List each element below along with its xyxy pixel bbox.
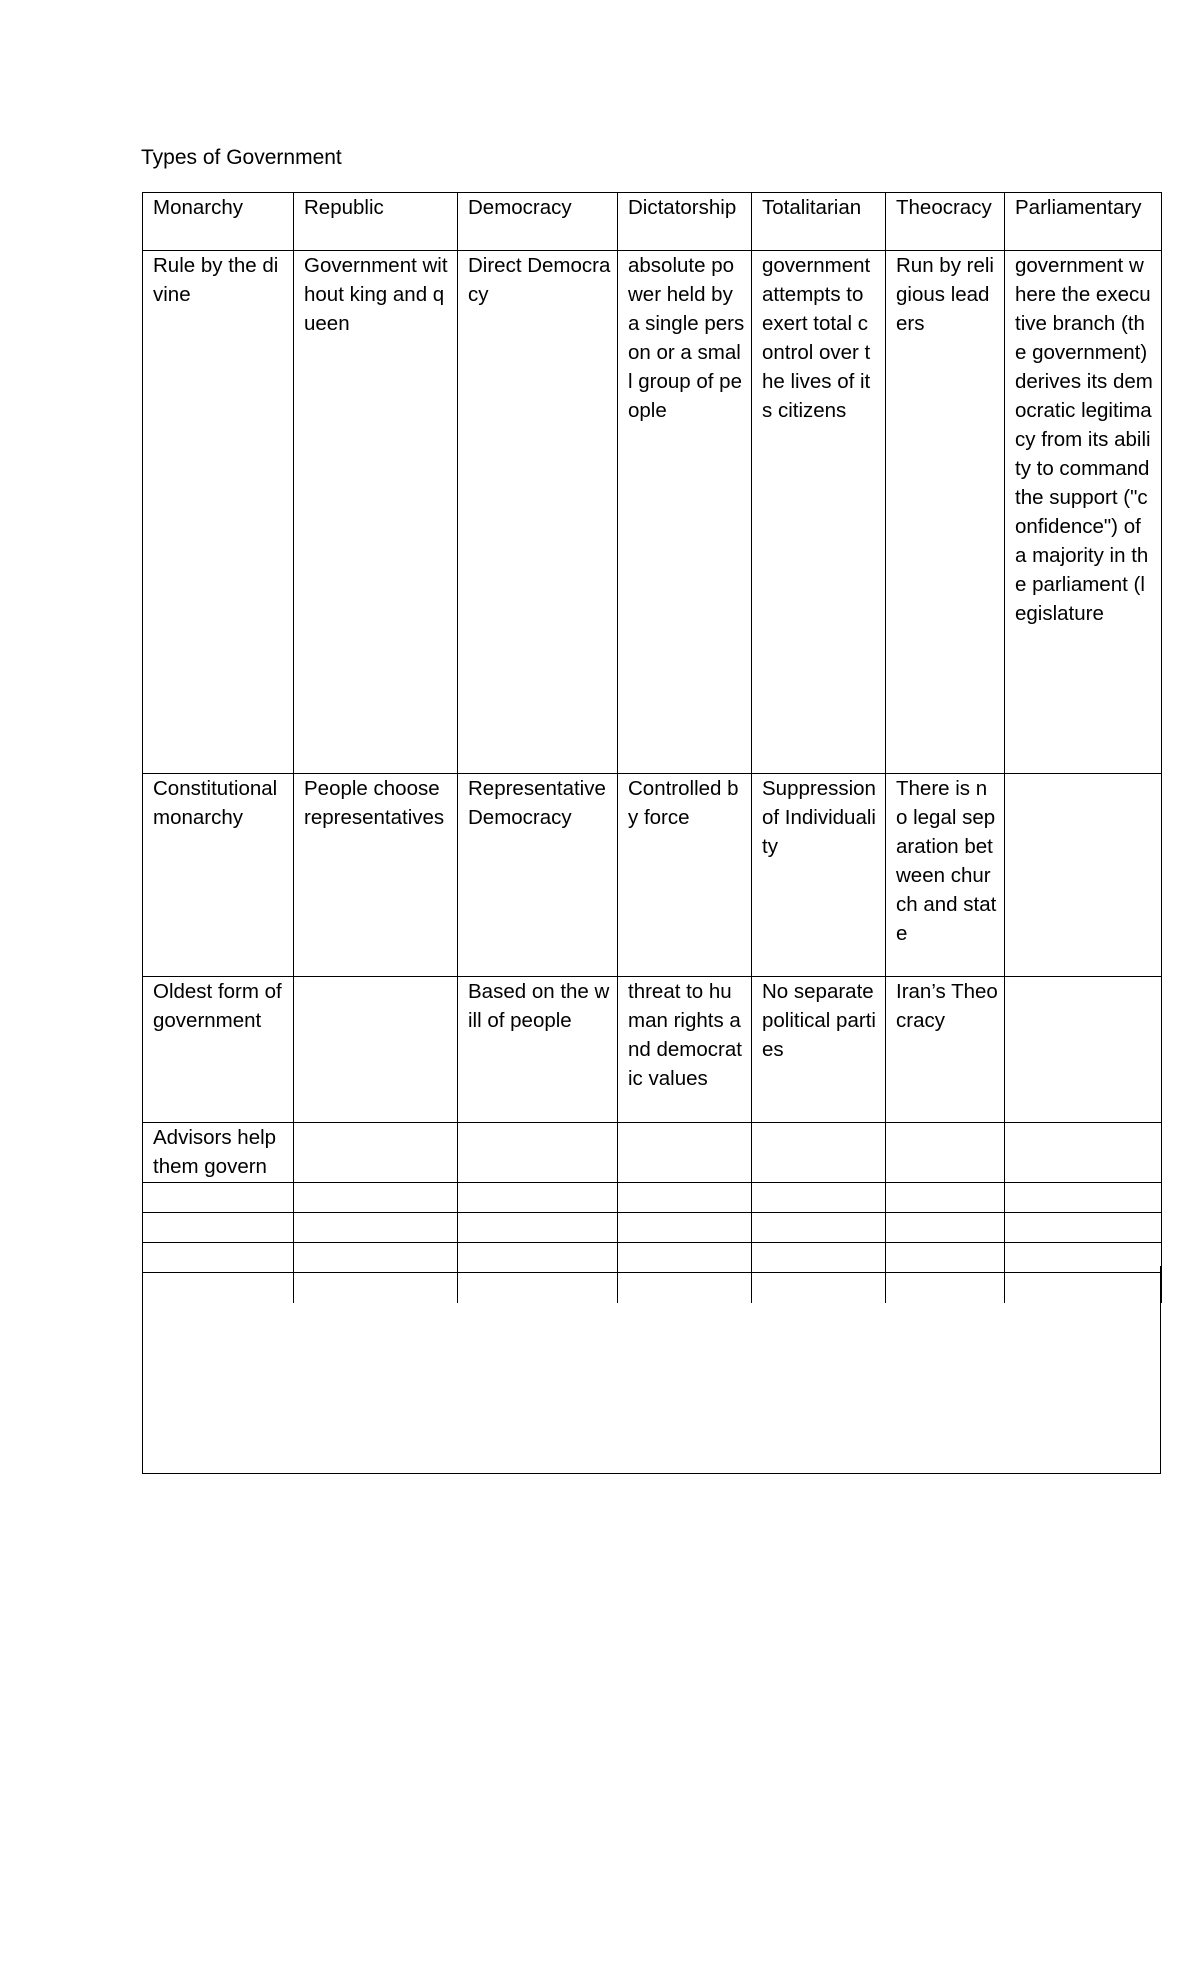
table-cell: People choose representatives: [294, 774, 458, 977]
table-cell: government attempts to exert total control over the lives of its citizens: [752, 251, 886, 774]
header-cell: Dictatorship: [618, 193, 752, 251]
table-cell: [1005, 1213, 1162, 1243]
table-cell: [618, 1183, 752, 1213]
table-cell: Run by religious leaders: [886, 251, 1005, 774]
table-cell: Advisors help them govern: [143, 1123, 294, 1183]
table-cell: [458, 1123, 618, 1183]
table-cell: Constitutional monarchy: [143, 774, 294, 977]
table-cell: [752, 1123, 886, 1183]
table-cell: [143, 1183, 294, 1213]
table-row: [143, 977, 1162, 1123]
table-cell: [458, 1213, 618, 1243]
header-cell: Totalitarian: [752, 193, 886, 251]
table-cell: [886, 1123, 1005, 1183]
header-row: [143, 193, 1162, 251]
table-cell: Rule by the divine: [143, 251, 294, 774]
table-cell: [1005, 977, 1162, 1123]
header-cell: Monarchy: [143, 193, 294, 251]
table-cell: threat to human rights and democratic values: [618, 977, 752, 1123]
table-cell: [752, 1183, 886, 1213]
table-footer-box: [142, 1266, 1161, 1474]
table-cell: [143, 1213, 294, 1243]
table-cell: Based on the will of people: [458, 977, 618, 1123]
header-cell: Republic: [294, 193, 458, 251]
table-row: [143, 1213, 1162, 1243]
table-cell: [886, 1213, 1005, 1243]
table-cell: Suppression of Individuality: [752, 774, 886, 977]
table-cell: [294, 1123, 458, 1183]
table-cell: [618, 1123, 752, 1183]
table-cell: [294, 1183, 458, 1213]
table-cell: [294, 977, 458, 1123]
table-row: [143, 1123, 1162, 1183]
table-cell: government where the executive branch (the government) derives its democratic legitimacy from its ability to command the support ("confidence") of a majority in the parliament (legislature: [1005, 251, 1162, 774]
table-cell: [886, 1183, 1005, 1213]
table-cell: [294, 1213, 458, 1243]
table-cell: absolute power held by a single person or a small group of people: [618, 251, 752, 774]
table-cell: [458, 1183, 618, 1213]
table-cell: [618, 1213, 752, 1243]
table-cell: [752, 1213, 886, 1243]
table-cell: [1005, 774, 1162, 977]
header-cell: Parliamentary: [1005, 193, 1162, 251]
table-cell: Government without king and queen: [294, 251, 458, 774]
table-cell: Oldest form of government: [143, 977, 294, 1123]
table-cell: Iran’s Theocracy: [886, 977, 1005, 1123]
header-cell: Democracy: [458, 193, 618, 251]
table-cell: Controlled by force: [618, 774, 752, 977]
table-row: [143, 1183, 1162, 1213]
table-cell: Representative Democracy: [458, 774, 618, 977]
table-cell: [1005, 1183, 1162, 1213]
table-cell: [1005, 1123, 1162, 1183]
government-types-table: [142, 192, 1162, 1303]
table-cell: Direct Democracy: [458, 251, 618, 774]
document-title: Types of Government: [141, 146, 342, 169]
table-cell: There is no legal separation between church and state: [886, 774, 1005, 977]
table-cell: No separate political parties: [752, 977, 886, 1123]
header-cell: Theocracy: [886, 193, 1005, 251]
table-row: [143, 251, 1162, 774]
table-row: [143, 774, 1162, 977]
